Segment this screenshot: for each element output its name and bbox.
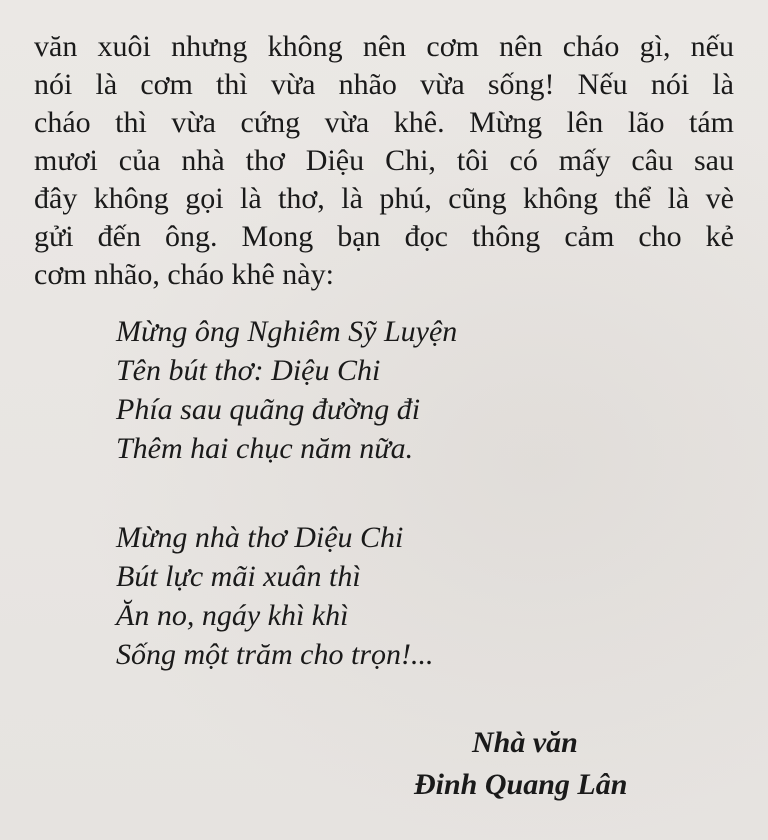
author-signature — [408, 722, 728, 806]
poem-stanza-2 — [116, 518, 676, 674]
poem-line: Sống một trăm cho trọn!... — [116, 638, 434, 671]
poem-stanza-1 — [116, 312, 676, 468]
prose-line: gửi đến ông. Mong bạn đọc thông cảm cho kẻ — [34, 220, 734, 253]
poem-line: Mừng ông Nghiêm Sỹ Luyện — [116, 315, 458, 348]
poem-line: Bút lực mãi xuân thì — [116, 560, 361, 593]
author-title: Nhà văn — [472, 726, 578, 759]
prose-line: đây không gọi là thơ, là phú, cũng không thể là vè — [34, 182, 734, 215]
poem-line: Thêm hai chục năm nữa. — [116, 432, 414, 465]
poem-line: Ăn no, ngáy khì khì — [116, 599, 349, 632]
prose-paragraph — [34, 28, 734, 294]
prose-line: nói là cơm thì vừa nhão vừa sống! Nếu nói là — [34, 68, 734, 101]
poem-line: Phía sau quãng đường đi — [116, 393, 421, 426]
prose-line: cơm nhão, cháo khê này: — [34, 258, 334, 291]
prose-line: mươi của nhà thơ Diệu Chi, tôi có mấy câu sau — [34, 144, 734, 177]
prose-line: văn xuôi nhưng không nên cơm nên cháo gì, nếu — [34, 30, 734, 63]
author-name: Đinh Quang Lân — [414, 768, 628, 801]
poem-line: Tên bút thơ: Diệu Chi — [116, 354, 381, 387]
prose-line: cháo thì vừa cứng vừa khê. Mừng lên lão tám — [34, 106, 734, 139]
poem-line: Mừng nhà thơ Diệu Chi — [116, 521, 404, 554]
